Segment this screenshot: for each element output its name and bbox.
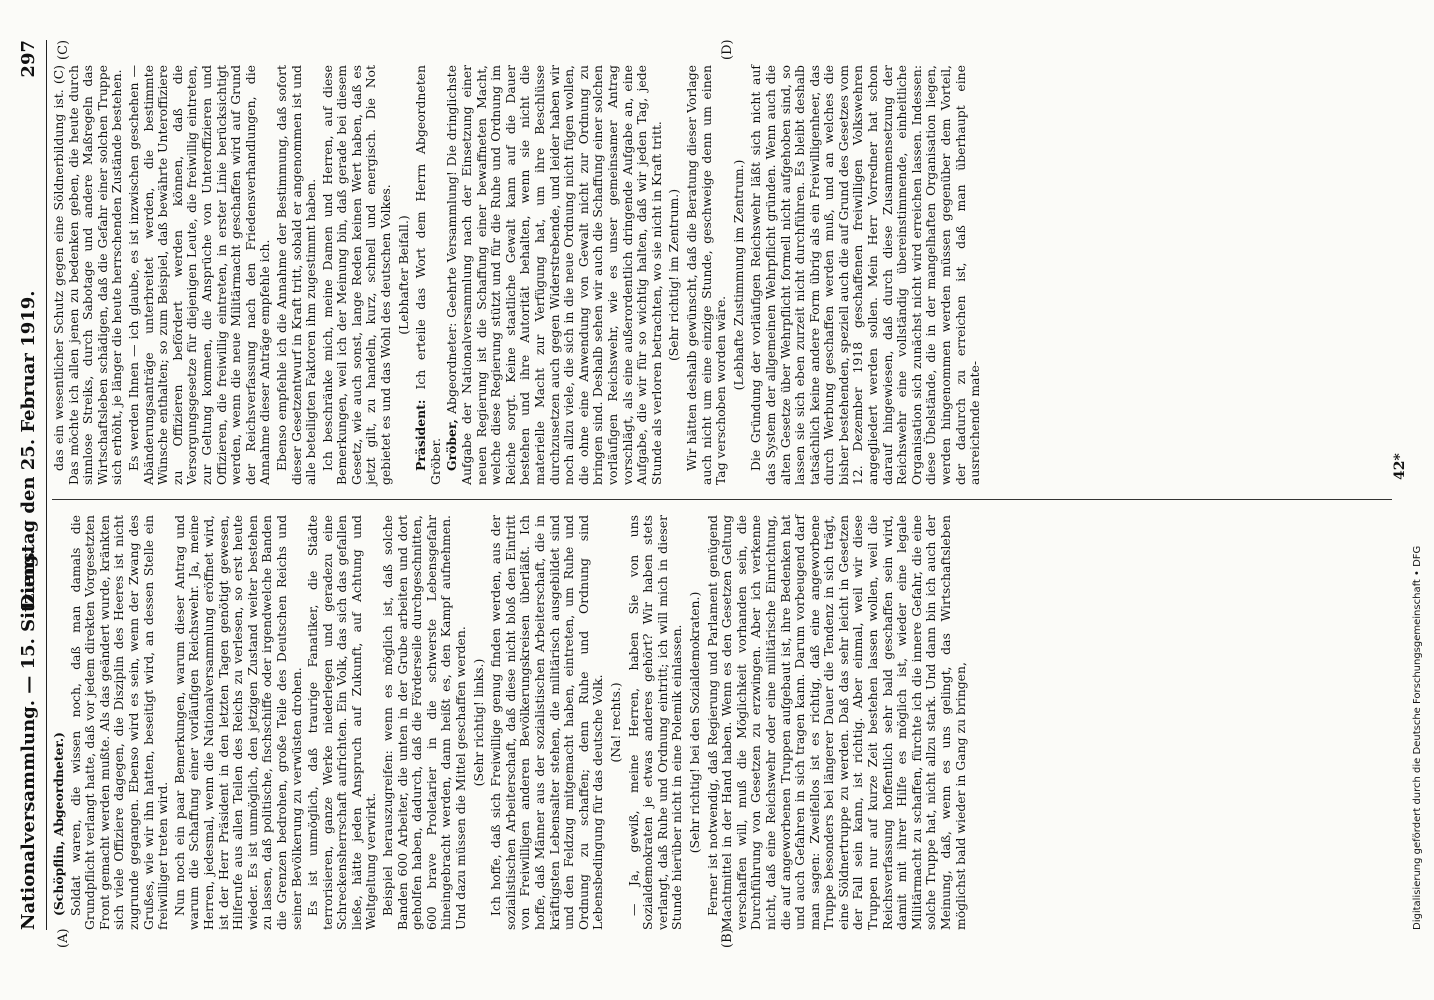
paragraph bbox=[275, 65, 319, 485]
paragraph bbox=[667, 65, 682, 485]
paragraph-text: Ich hoffe, daß sich Freiwillige genug finden werden, aus der sozialistischen Arbeiterschaft, daß diese nicht bloß den Eintritt von Freiwilligen anderen Bevölkerungskreisen überläßt. Ich hoffe, daß Männer aus der sozialistischen Arbeiterschaft, die in kräftigsten Lebensalter stehen, die militärisch ausgebildet sind und den Feldzug mitgemacht haben, eintreten, um Ruhe und Ordnung zu schaffen; denn Ruhe und Ordnung sind Lebensbedingung für das deutsche Volk. bbox=[488, 515, 606, 930]
paragraph bbox=[52, 515, 67, 930]
page-number: 297 bbox=[18, 40, 39, 78]
paragraph bbox=[489, 515, 606, 930]
margin-marker-c: (C) bbox=[56, 39, 71, 60]
paragraph bbox=[321, 65, 394, 485]
paragraph-text: (Lebhafte Zustimmung im Zentrum.) bbox=[730, 159, 746, 391]
paragraph-text: Soldat waren, die wissen noch, daß man damals die Grundpflicht verlangt hatte, daß vor jedem direkten Vorgesetzten Front gemacht werden mußte. Als das geändert wurde, kränkten sich viele Offiziere dagegen, die Disziplin des Heeres ist nicht zugrunde gegangen. Ebenso wird es sein, wenn der Zwang des Grußes, wie wir ihn hatten, beseitigt wird, an dessen Stelle ein freiwilliger treten wird. bbox=[67, 515, 171, 930]
speaker-name: Präsident: bbox=[413, 389, 429, 471]
speaker-name: Gröber, bbox=[444, 413, 460, 471]
paragraph-text: Abgeordneter: Geehrte Versammlung! Die dringlichste Aufgabe der Nationalversammlung nach der Einsetzung einer neuen Regierung ist die Schaffung einer bewaffneten Macht, welche diese Regierung stützt und für die Ruhe und Ordnung im Reiche sorgt. Keine staatliche Gewalt kann auf die Dauer bestehen und ihre Autorität behalten, wenn sie nicht die materielle Macht zur Verfügung hat, um ihre Beschlüsse durchzusetzen auch gegen Widerstrebende, und leider haben wir noch allzu viele, die sich in die neue Ordnung nicht fügen wollen, die ohne eine Anwendung von Gewalt nicht zur Ordnung zu bringen sind. Deshalb sehen wir auch die Schaffung einer solchen vorläufigen Reichswehr, wie es unser gemeinsamer Antrag vorschlägt, als eine außerordentlich dringende Aufgabe an, eine Aufgabe, die wir für so wichtig halten, daß wir jeden Tag, jede Stunde als verloren betrachten, wo sie nicht in Kraft tritt. bbox=[444, 65, 664, 485]
running-header bbox=[16, 40, 47, 930]
paragraph-text: Ebenso empfehle ich die Annahme der Bestimmung, daß sofort dieser Gesetzentwurf in Kraft tritt, sobald er angenommen ist und alle beteiligten Faktoren ihm zugestimmt haben. bbox=[273, 65, 319, 485]
paragraph bbox=[732, 65, 747, 485]
column-rule bbox=[52, 499, 1392, 500]
paragraph bbox=[414, 65, 443, 485]
paragraph bbox=[173, 515, 304, 930]
margin-marker-b: (B) bbox=[720, 928, 735, 948]
paragraph-text: (Sehr richtig! bei den Sozialdemokraten.) bbox=[686, 591, 702, 854]
paragraph-text: Beispiel herauszugreifen: wenn es möglich ist, daß solche Banden 600 Arbeiter, die unten in der Grube arbeiten und dort geholfen haben, dadurch, daß die Förderseile durchgeschnitten, 600 brave Proletarier in die schwerste Lebensgefahr hineingebracht werden, dann heißt es, den Kampf aufnehmen. Und dazu müssen die Mittel geschaffen werden. bbox=[380, 515, 469, 930]
paragraph-text: — Ja, gewiß, meine Herren, haben Sie von uns Sozialdemokraten je etwas anderes gehört? Wir haben stets verlangt, daß Ruhe und Ordnung eintritt; ich will mich in dieser Stunde hierüber nicht in eine Polemik einlassen. bbox=[625, 515, 685, 930]
paragraph-text: (Sehr richtig! links.) bbox=[470, 658, 486, 787]
paragraph bbox=[472, 515, 487, 930]
paragraph-text: das ein wesentlicher Schutz gegen eine Söldnerbildung ist. (C) Das möchte ich allen jenen zu bedenken geben, die heute durch sinnlose Streiks, durch Sabotage und andere Maßregeln das Wirtschaftsleben schädigen, daß die Gefahr einer solchen Truppe sich erhöht, je länger die heute herrschenden Zustände bestehen. bbox=[51, 65, 125, 485]
paragraph bbox=[127, 65, 273, 485]
signature-mark: 42* bbox=[1392, 453, 1408, 480]
paragraph bbox=[706, 515, 969, 930]
paragraph bbox=[69, 515, 171, 930]
paragraph bbox=[397, 65, 412, 485]
speaker-name: (Schöpflin, Abgeordneter.) bbox=[51, 732, 66, 916]
paragraph-text: (Sehr richtig! im Zentrum.) bbox=[666, 188, 682, 362]
paragraph-text: Es werden Ihnen — ich glaube, es ist inzwischen geschehen — Abänderungsanträge unterbreitet werden, die bestimmte Wünsche enthalten; so zum Beispiel, daß bewährte Unteroffiziere zu Offizieren befördert werden können, daß die Versorgungsgesetze für diejenigen Leute, die freiwillig eintreten, zur Geltung kommen, die Ansprüche von Unteroffizieren und Offizieren, die freiwillig eintreten, in erster Linie berücksichtigt werden, wenn die neue Militärmacht geschaffen wird auf Grund der Reichsverfassung nach den Friedensverhandlungen, die Annahme dieser Anträge empfehle ich. bbox=[125, 65, 273, 485]
paragraph-text: Ich erteile das Wort dem Herrn Abgeordneten Gröber. bbox=[413, 65, 443, 485]
paragraph-text: (Na! rechts.) bbox=[607, 682, 623, 763]
paragraph bbox=[306, 515, 379, 930]
paragraph bbox=[381, 515, 469, 930]
paragraph bbox=[609, 515, 624, 930]
paragraph bbox=[52, 65, 125, 485]
paragraph bbox=[445, 65, 664, 485]
paragraph bbox=[627, 515, 685, 930]
paragraph-text: Es ist unmöglich, daß traurige Fanatiker, die Städte terrorisieren, ganze Werke niederlegen und geradezu eine Schreckensherrschaft aufrichten. Ein Volk, das sich das gefallen ließe, hätte jeden Anspruch auf Zukunft, auf Achtung und Weltgeltung verwirkt. bbox=[305, 515, 379, 930]
paragraph-text: Ferner ist notwendig, daß Regierung und Parlament genügend Machtmittel in der Hand haben. Wenn es den Gesetzen Geltung verschaffen will, muß die Möglichkeit vorhanden sein, die Durchführung von Gesetzen zu erzwingen. Aber ich verkenne nicht, daß eine Reichswehr oder eine militärische Einrichtung, die auf angeworbenen Truppen aufgebaut ist, ihre Bedenken hat und auch Gefahren in sich tragen kann. Darum vorbeugend darf man sagen: Zweifellos ist es richtig, daß eine angeworbene Truppe besonders bei längerer Dauer die Tendenz in sich trägt, eine Söldnertruppe zu werden. Daß das sehr leicht in Gesetzen der Fall sein kann, ist richtig. Aber einmal, weil wir diese Truppen nur auf kurze Zeit bestehen lassen wollen, weil die Reichsverfassung hoffentlich sehr bald geschaffen sein wird, damit mit ihrer Hilfe es möglich ist, wieder eine legale Militärmacht zu schaffen, fürchte ich die innere Gefahr, die eine solche Truppe hat, nicht allzu stark. Und dann bin ich auch der Meinung, daß, wenn es uns gelingt, das Wirtschaftsleben möglichst bald wieder in Gang zu bringen, bbox=[704, 515, 968, 930]
margin-marker-a: (A) bbox=[56, 928, 71, 948]
paragraph-text: Nun noch ein paar Bemerkungen, warum dieser Antrag und warum die Schaffung einer vorläufigen Reichswehr. Ja, meine Herren, jedesmal, wenn die Nationalversammlung eröffnet wird, ist der Herr Präsident in den letzten Tagen genötigt gewesen, Hilferufe aus allen Teilen des Reichs zu verlesen, so erst heute wieder. Es ist unmöglich, den jetzigen Zustand weiter bestehen zu lassen, daß politische, fischschiffe oder irgendwelche Banden die Grenzen bedrohen, große Teile des Deutschen Reichs und seiner Bevölkerung zu verwüsten drohen. bbox=[171, 515, 304, 930]
paragraph bbox=[688, 515, 703, 930]
paragraph bbox=[749, 65, 983, 485]
paragraph-text: Ich beschränke mich, meine Damen und Herren, auf diese Bemerkungen, weil ich der Meinung bin, daß gerade bei diesem Gesetz, wie auch sonst, lange Reden keinen Wert haben, daß es jetzt gilt, zu handeln, kurz, schnell und energisch. Die Not gebietet es und das Wohl des deutschen Volkes. bbox=[319, 65, 394, 485]
left-column bbox=[52, 515, 1402, 930]
paragraph-text: (Lebhafter Beifall.) bbox=[395, 215, 411, 335]
digitization-credit: Digitalisierung gefördert durch die Deutsche Forschungsgemeinschaft • DFG bbox=[1412, 545, 1423, 930]
header-date: Dienstag den 25. Februar 1919. bbox=[18, 290, 39, 610]
paragraph-text: Die Gründung der vorläufigen Reichswehr läßt sich nicht auf das System der allgemeinen Wehrpflicht gründen. Wenn auch die alten Gesetze über Wehrpflicht formell nicht aufgehoben sind, so lassen sie sich eben zurzeit nicht durchführen. Es bleibt deshalb tatsächlich keine andere Form übrig als ein Freiwilligenheer, das durch Werbung geschaffen werden muß, und an welches die bisher bestehenden, speziell auch die auf Grund des Gesetzes vom 12. Dezember 1918 geschaffenen freiwilligen Volkswehren angegliedert werden sollen. Mein Herr Vorredner hat schon darauf hingewiesen, daß durch diese Zusammensetzung der Reichswehr eine vollständig übereinstimmende, einheitliche Organisation sich zunächst nicht wird erreichen lassen. Indessen: diese Übelstände, die in der mangelhaften Organisation liegen, werden hingenommen werden müssen gegenüber dem Vorteil, der dadurch zu erreichen ist, daß man überhaupt eine ausreichende mate- bbox=[748, 65, 983, 485]
margin-marker-d: (D) bbox=[720, 39, 735, 60]
paragraph-text: Wir hätten deshalb gewünscht, daß die Beratung dieser Vorlage auch nicht um eine einzige Stunde, geschweige denn um einen Tag verschoben worden wäre. bbox=[683, 65, 729, 485]
header-left: Nationalversammlung. — 15. Sitzung. bbox=[18, 548, 39, 930]
right-column bbox=[52, 65, 1402, 485]
paragraph bbox=[685, 65, 729, 485]
